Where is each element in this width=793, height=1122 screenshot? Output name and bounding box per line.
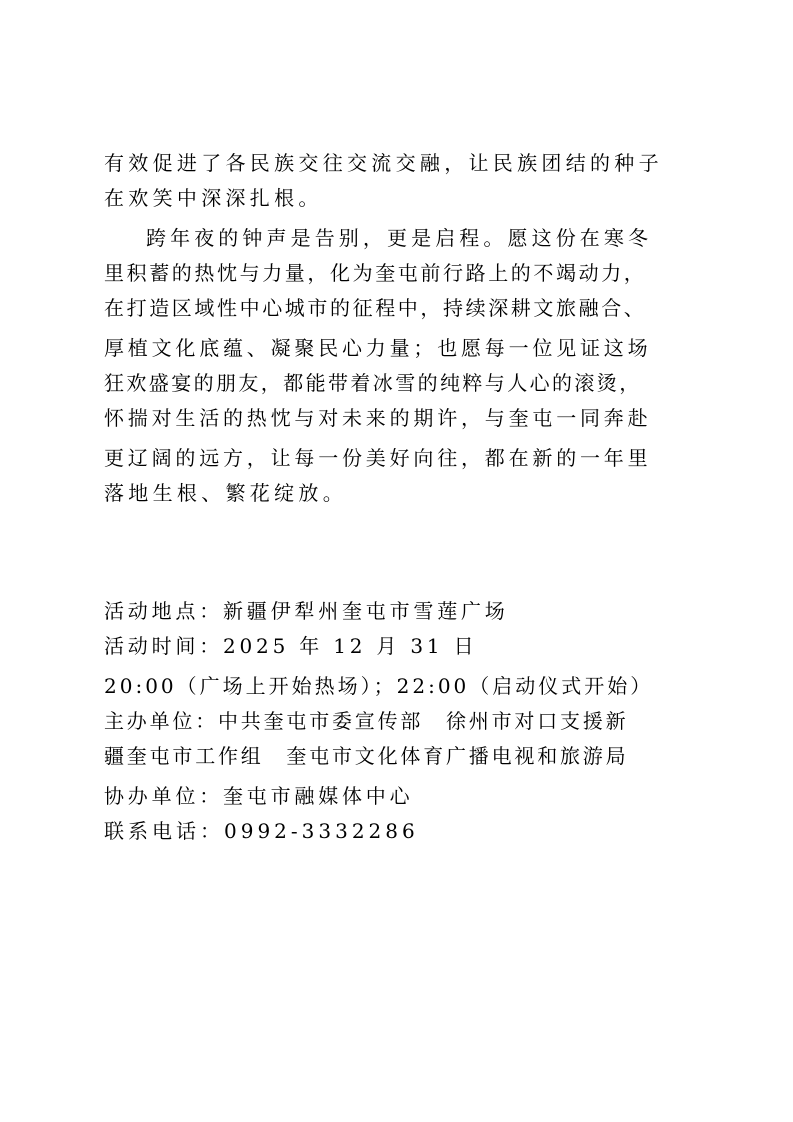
body-line-1: 有效促进了各民族交往交流交融，让民族团结的种子 [104, 151, 663, 175]
body-line-7: 狂欢盛宴的朋友，都能带着冰雪的纯粹与人心的滚烫， [104, 371, 642, 395]
body-line-2: 在欢笑中深深扎根。 [104, 186, 323, 210]
body-line-3: 跨年夜的钟声是告别，更是启程。愿这份在寒冬 [146, 226, 653, 250]
event-date: 活动时间：2025 年 12 月 31 日 [104, 634, 478, 658]
body-line-9: 更辽阔的远方，让每一份美好向往，都在新的一年里 [104, 446, 652, 470]
body-line-6: 厚植文化底蕴、凝聚民心力量；也愿每一位见证这场 [104, 336, 652, 360]
contact-phone: 联系电话：0992-3332286 [104, 819, 419, 843]
event-schedule: 20:00（广场上开始热场）；22:00（启动仪式开始） [104, 674, 654, 698]
organizer-line-2: 疆奎屯市工作组 奎屯市文化体育广播电视和旅游局 [104, 744, 629, 768]
organizer-line-1: 主办单位：中共奎屯市委宣传部 徐州市对口支援新 [104, 709, 629, 733]
body-line-8: 怀揣对生活的热忱与对未来的期许，与奎屯一同奔赴 [104, 406, 652, 430]
body-line-4: 里积蓄的热忱与力量，化为奎屯前行路上的不竭动力， [104, 261, 647, 285]
body-line-5: 在打造区域性中心城市的征程中，持续深耕文旅融合、 [104, 296, 647, 320]
co-organizer: 协办单位：奎屯市融媒体中心 [104, 784, 414, 808]
body-line-10: 落地生根、繁花绽放。 [104, 481, 347, 505]
event-location: 活动地点：新疆伊犁州奎屯市雪莲广场 [104, 599, 509, 623]
